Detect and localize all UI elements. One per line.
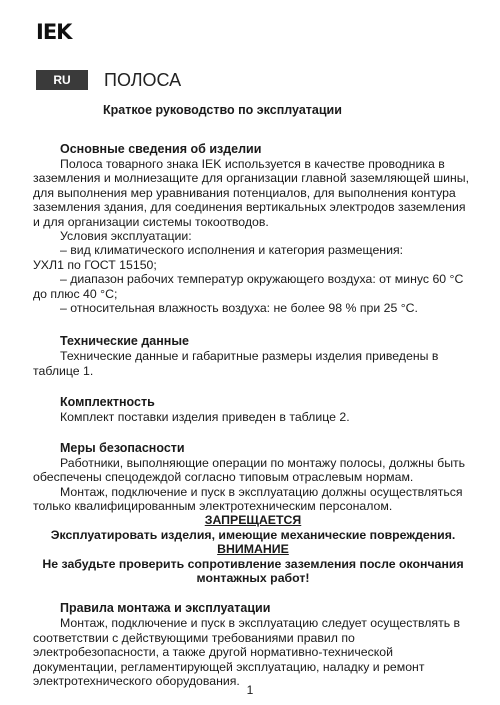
rules-text: Монтаж, подключение и пуск в эксплуатацию следует осуществлять в соответствии с действующими требованиями правил по электробезопасности, а также другой нормативно-технической документации, регламентирующей эксплуатацию, наладку и ремонт электротехнического оборудования.: [33, 616, 461, 688]
operating-conditions-label: Условия эксплуатации:: [60, 229, 192, 244]
general-description: Полоса товарного знака IEK используется в качестве проводника в заземления и молниезащите для организации главной заземляющей шины, для выполнения мер уравнивания потенциалов, для выполнения контура заземления здания, для соединения вертикальных электродов заземления и для организации системы токоотводов.: [33, 157, 470, 229]
brand-logo: IEK: [36, 20, 72, 44]
safety-paragraph-2: Монтаж, подключение и пуск в эксплуатацию должны осуществляться только квалифицированным электротехническим персоналом.: [33, 484, 463, 513]
attention-text: Не забудьте проверить сопротивление заземления после окончания монтажных работ!: [42, 556, 464, 585]
tech-text: Технические данные и габаритные размеры изделия приведены в таблице 1.: [33, 349, 439, 378]
forbidden-heading: ЗАПРЕЩАЕТСЯ: [204, 513, 302, 528]
section-title-rules: Правила монтажа и эксплуатации: [60, 601, 271, 616]
safety-paragraph-1: Работники, выполняющие операции по монтажу полосы, должны быть обеспечены спецодеждой согласно типовым отраслевым нормам.: [33, 455, 466, 485]
humidity-item: – относительная влажность воздуха: не более 98 % при 25 °С.: [60, 301, 418, 316]
attention-heading: ВНИМАНИЕ: [217, 542, 289, 557]
product-title: ПОЛОСА: [104, 70, 182, 90]
document-subtitle: Краткое руководство по эксплуатации: [103, 103, 342, 117]
section-title-kit: Комплектность: [60, 395, 155, 410]
section-title-tech: Технические данные: [60, 334, 189, 349]
document-body: [33, 142, 473, 688]
language-badge: RU: [36, 70, 88, 90]
climate-category-value: УХЛ1 по ГОСТ 15150;: [33, 257, 157, 272]
kit-text: Комплект поставки изделия приведен в таблице 2.: [60, 410, 350, 425]
climate-category-item: – вид климатического исполнения и категория размещения:: [60, 243, 404, 258]
temperature-range-item: – диапазон рабочих температур окружающего воздуха: от минус 60 °С до плюс 40 °С;: [33, 272, 464, 301]
forbidden-text: Эксплуатировать изделия, имеющие механические повреждения.: [50, 527, 456, 542]
page-number: 1: [246, 683, 254, 697]
section-title-general: Основные сведения об изделии: [60, 142, 262, 156]
section-title-safety: Меры безопасности: [60, 440, 185, 455]
